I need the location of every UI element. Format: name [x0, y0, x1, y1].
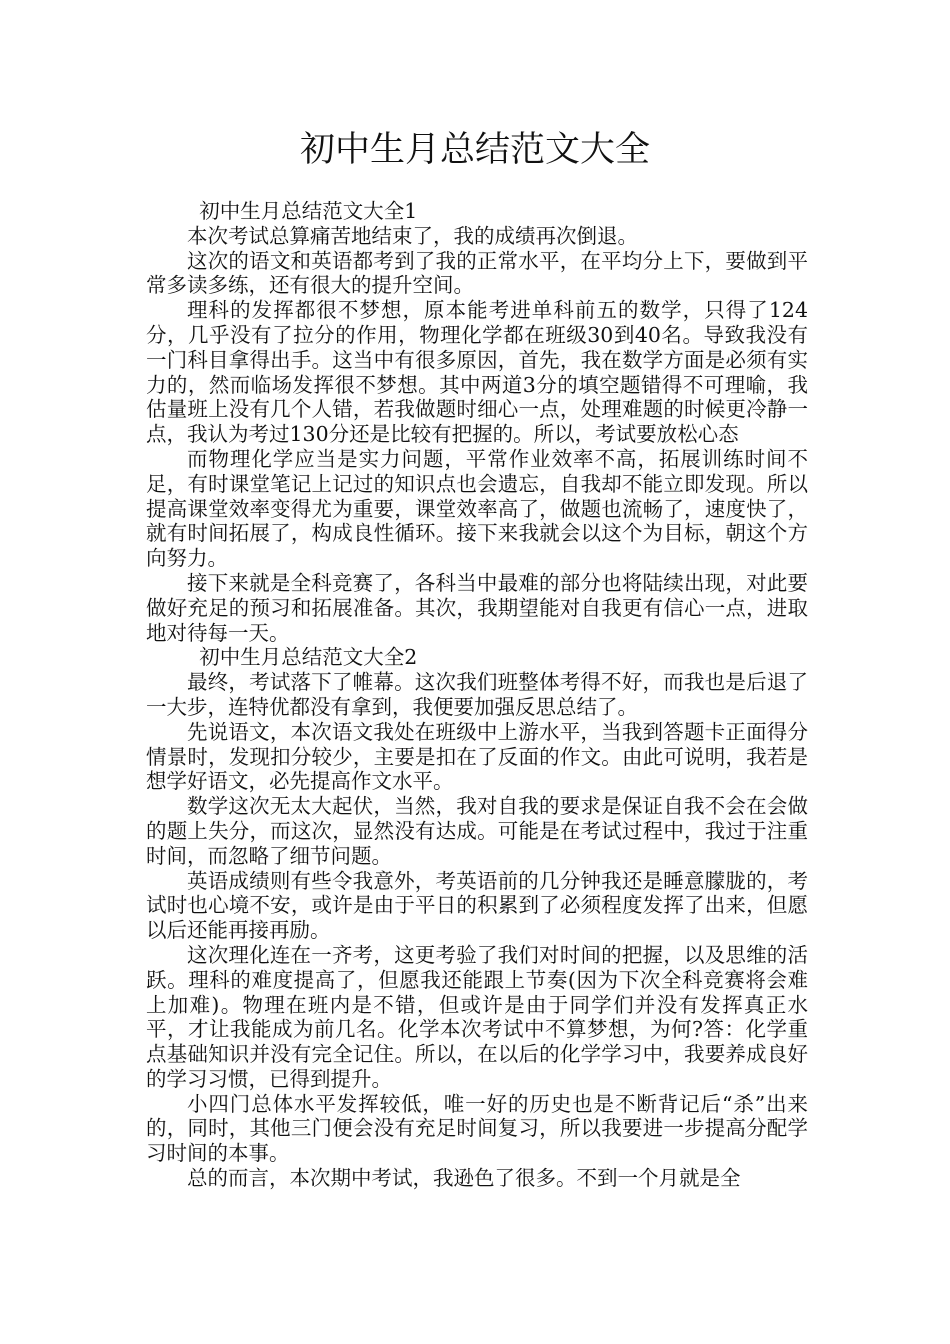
- paragraph: 数学这次无太大起伏，当然，我对自我的要求是保证自我不会在会做的题上失分，而这次，显然没有达成。可能是在考试过程中，我过于注重时间，而忽略了细节问题。: [146, 794, 808, 868]
- paragraph: 英语成绩则有些令我意外，考英语前的几分钟我还是睡意朦胧的，考试时也心境不安，或许是由于平日的积累到了必须程度发挥了出来，但愿以后还能再接再励。: [146, 868, 808, 943]
- paragraph: 这次的语文和英语都考到了我的正常水平，在平均分上下，要做到平常多读多练，还有很大的提升空间。: [146, 248, 808, 298]
- paragraph: 接下来就是全科竞赛了，各科当中最难的部分也将陆续出现，对此要做好充足的预习和拓展准备。其次，我期望能对自我更有信心一点，进取地对待每一天。: [146, 570, 808, 645]
- section-heading: 初中生月总结范文大全1: [199, 199, 418, 223]
- paragraph: 本次考试总算痛苦地结束了，我的成绩再次倒退。: [187, 223, 638, 248]
- document-title: 初中生月总结范文大全: [299, 130, 650, 170]
- paragraph: 先说语文，本次语文我处在班级中上游水平，当我到答题卡正面得分情景时，发现扣分较少，主要是扣在了反面的作文。由此可说明，我若是想学好语文，必先提高作文水平。: [146, 719, 808, 794]
- section-heading: 初中生月总结范文大全2: [199, 645, 418, 670]
- paragraph: 总的而言，本次期中考试，我逊色了很多。不到一个月就是全: [187, 1166, 741, 1191]
- paragraph: 小四门总体水平发挥较低，唯一好的历史也是不断背记后“杀”出来的，同时，其他三门便会没有充足时间复习，所以我要进一步提高分配学习时间的本事。: [146, 1091, 808, 1166]
- paragraph: 理科的发挥都很不梦想，原本能考进单科前五的数学，只得了124分，几乎没有了拉分的作用，物理化学都在班级30到40名。导致我没有一门科目拿得出手。这当中有很多原因，首先，我在数学方面是必须有实力的，然而临场发挥很不梦想。其中两道3分的填空题错得不可理喻，我估量班上没有几个人错，若我做题时细心一点，处理难题的时候更冷静一点，我认为考过130分还是比较有把握的。所以，考试要放松心态: [146, 298, 808, 447]
- document-body: [146, 199, 808, 1191]
- paragraph: 这次理化连在一齐考，这更考验了我们对时间的把握，以及思维的活跃。理科的难度提高了，但愿我还能跟上节奏(因为下次全科竞赛将会难上加难)。物理在班内是不错，但或许是由于同学们并没有发挥真正水平，才让我能成为前几名。化学本次考试中不算梦想，为何?答：化学重点基础知识并没有完全记住。所以，在以后的化学学习中，我要养成良好的学习习惯，已得到提升。: [146, 942, 808, 1091]
- paragraph: 而物理化学应当是实力问题，平常作业效率不高，拓展训练时间不足，有时课堂笔记上记过的知识点也会遗忘，自我却不能立即发现。所以提高课堂效率变得尤为重要，课堂效率高了，做题也流畅了，速度快了，就有时间拓展了，构成良性循环。接下来我就会以这个为目标，朝这个方向努力。: [146, 446, 808, 571]
- paragraph: 最终，考试落下了帷幕。这次我们班整体考得不好，而我也是后退了一大步，连特优都没有拿到，我便要加强反思总结了。: [146, 670, 808, 719]
